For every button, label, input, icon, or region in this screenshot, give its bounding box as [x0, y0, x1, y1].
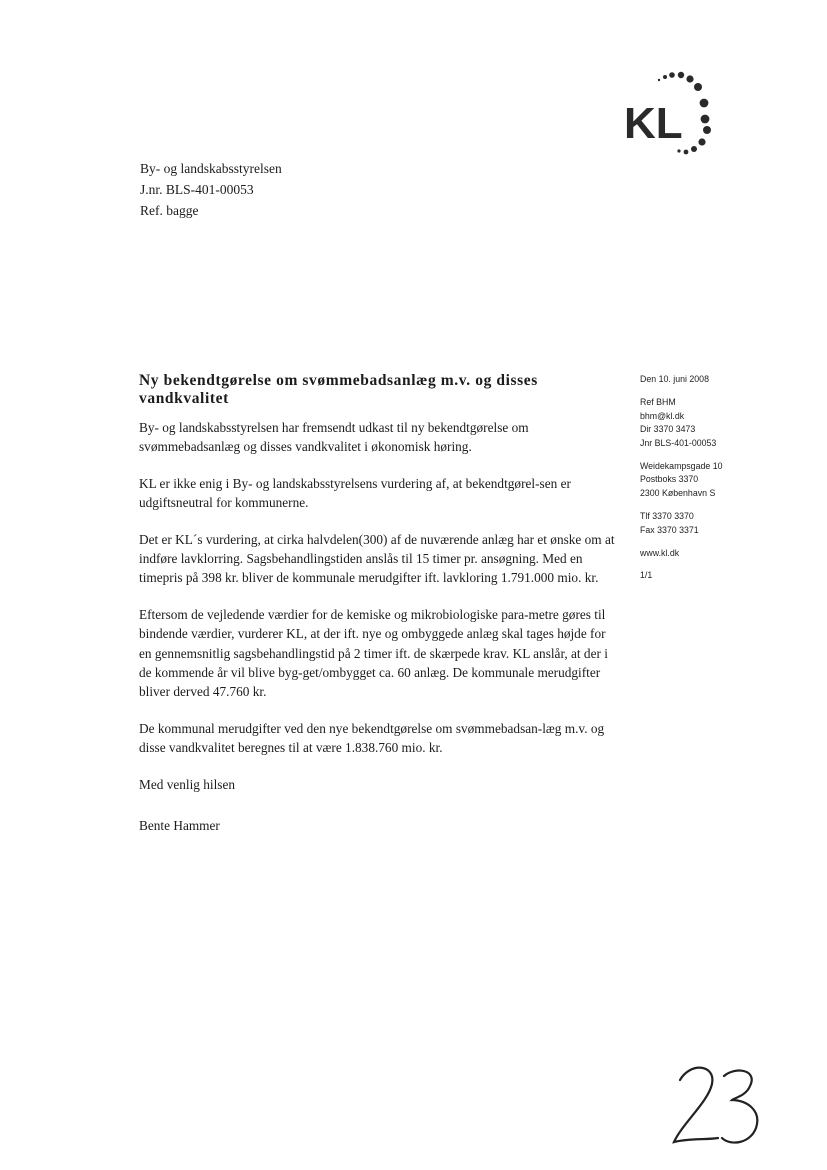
sender-jnr: Jnr BLS-401-00053 — [640, 437, 717, 448]
website: www.kl.dk — [640, 548, 680, 559]
sender-info — [640, 373, 722, 583]
sender-ref: Ref BHM — [640, 397, 676, 408]
sender-direct-phone: Dir 3370 3473 — [640, 424, 696, 435]
paragraph: Eftersom de vejledende værdier for de kemiske og mikrobiologiske para-metre gøres til bindende værdier, vurderer KL, at der ift. nye og ombyggede anlæg skal tages højde for en gennemsnitlig sagsbehandlingstid på 2 timer ift. de skærpede krav. KL anslår, at der i de kommende år vil blive byg-get/ombygget ca. 60 anlæg. De kommunale merudgifter bliver derved 47.760 kr. — [139, 606, 608, 700]
letter-title: Ny bekendtgørelse om svømmebadsanlæg m.v. og disses vandkvalitet — [139, 372, 538, 407]
paragraph: By- og landskabsstyrelsen har fremsendt udkast til ny bekendtgørelse om svømmebadsanlæg og disses vandkvalitet i økonomisk høring. — [139, 420, 529, 455]
paragraph: De kommunal merudgifter ved den nye bekendtgørelse om svømmebadsan-læg m.v. og disse vandkvalitet beregnes til at være 1.838.760 mio. kr. — [139, 720, 605, 756]
letter-body — [139, 418, 615, 853]
fax: Fax 3370 3371 — [640, 524, 699, 535]
paragraph: Det er KL´s vurdering, at cirka halvdelen(300) af de nuværende anlæg har et ønske om at indføre lavklorring. Sagsbehandlingstiden anslås til 15 timer pr. ansøgning. Med en timepris på 398 kr. bliver de kommunale merudgifter ift. lavkloring 1.791.000 mio. kr. — [139, 531, 615, 586]
signature: Bente Hammer — [139, 818, 220, 834]
telephone: Tlf 3370 3370 — [640, 511, 694, 522]
handwritten-number — [660, 1058, 770, 1150]
letter-date: Den 10. juni 2008 — [640, 374, 709, 384]
closing: Med venlig hilsen — [139, 776, 236, 792]
journal-number: J.nr. BLS-401-00053 — [140, 182, 254, 197]
recipient-address — [140, 158, 282, 221]
page-number: 1/1 — [640, 570, 653, 581]
kl-logo-icon — [622, 70, 732, 162]
paragraph: KL er ikke enig i By- og landskabsstyrelsens vurdering af, at bekendtgørel-sen er udgiftsneutral for kommunerne. — [139, 475, 571, 511]
city: 2300 København S — [640, 487, 716, 498]
postbox: Postboks 3370 — [640, 474, 699, 485]
sender-email: bhm@kl.dk — [640, 410, 685, 421]
reference: Ref. bagge — [140, 203, 199, 218]
recipient-name: By- og landskabsstyrelsen — [140, 161, 282, 176]
logo-text: KL — [624, 99, 683, 148]
street-address: Weidekampsgade 10 — [640, 461, 723, 472]
